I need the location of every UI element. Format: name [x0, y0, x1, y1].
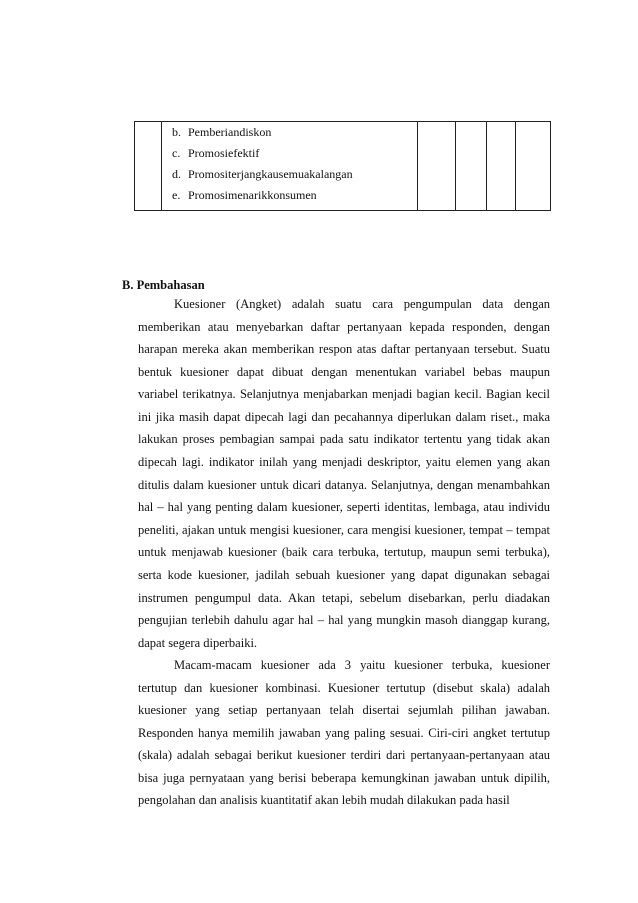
list-item-text: Promosiefektif	[188, 146, 260, 160]
list-item-marker: b.	[172, 125, 181, 139]
list-item-marker: e.	[172, 188, 181, 202]
table-column-divider	[161, 121, 162, 211]
questionnaire-table-fragment	[134, 121, 551, 211]
body-paragraph: Macam-macam kuesioner ada 3 yaitu kuesioner terbuka, kuesioner tertutup dan kuesioner kombinasi. Kuesioner tertutup (disebut skala) adalah kuesioner yang setiap pertanyaan telah disertai sejumlah pilihan jawaban. Responden hanya memilih jawaban yang paling sesuai. Ciri-ciri angket tertutup (skala) adalah sebagai berikut kuesioner terdiri dari pertanyaan-pertanyaan atau bisa juga pernyataan yang berisi beberapa kemungkinan jawaban untuk dipilih, pengolahan dan analisis kuantitatif akan lebih mudah dilakukan pada hasil	[138, 658, 550, 808]
list-item-text: Pemberiandiskon	[188, 125, 272, 139]
list-item-text: Promosimenarikkonsumen	[188, 188, 317, 202]
table-column-divider	[455, 121, 456, 211]
table-list-item	[172, 146, 259, 160]
table-column-divider	[486, 121, 487, 211]
list-item-text: Promositerjangkausemuakalangan	[188, 167, 353, 181]
list-item-marker: c.	[172, 146, 181, 160]
section-heading: B. Pembahasan	[122, 278, 205, 292]
table-column-divider	[515, 121, 516, 211]
table-column-divider	[417, 121, 418, 211]
table-list-item	[172, 167, 353, 181]
table-list-item	[172, 188, 317, 202]
body-paragraph: Kuesioner (Angket) adalah suatu cara pengumpulan data dengan memberikan atau menyebarkan daftar pertanyaan kepada responden, dengan harapan mereka akan memberikan respon atas daftar pertanyaan tersebut. Suatu bentuk kuesioner dapat dibuat dengan menentukan variabel bebas maupun variabel terikatnya. Selanjutnya menjabarkan menjadi bagian kecil. Bagian kecil ini jika masih dapat dipecah lagi dan pecahannya diperlukan dalam riset., maka lakukan proses pembagian sampai pada satu indikator tertentu yang tidak akan dipecah lagi. indikator inilah yang menjadi deskriptor, yaitu elemen yang akan ditulis dalam kuesioner untuk dicari datanya. Selanjutnya, dengan menambahkan hal – hal yang penting dalam kuesioner, seperti identitas, lembaga, atau individu peneliti, ajakan untuk mengisi kuesioner, cara mengisi kuesioner, tempat – tempat untuk menjawab kuesioner (baik cara terbuka, tertutup, maupun semi terbuka), serta kode kuesioner, jadilah sebuah kuesioner yang dapat digunakan sebagai instrumen pengumpul data. Akan tetapi, sebelum disebarkan, perlu diadakan pengujian terlebih dahulu agar hal – hal yang mungkin masoh dianggap kurang, dapat segera diperbaiki.	[138, 297, 550, 650]
list-item-marker: d.	[172, 167, 181, 181]
table-list-item	[172, 125, 271, 139]
